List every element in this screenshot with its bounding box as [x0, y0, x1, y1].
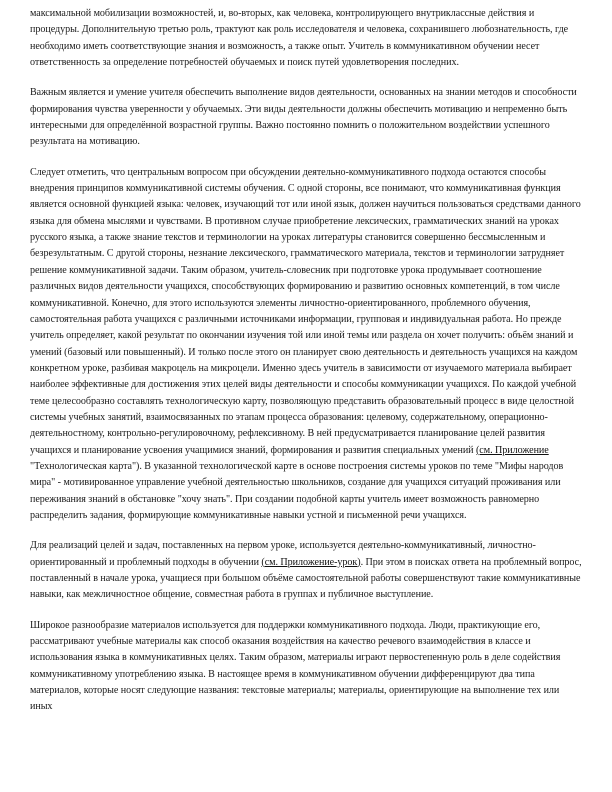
paragraph-5 — [30, 618, 582, 716]
paragraph-3-text-end: "Технологическая карта"). В указанной технологической карте в основе построения системы уроков по теме "Мифы народов мира" - мотивированное управление учебной деятельностью школьников, создание для учащихся ситуаций проживания или переживания знаний в обстановке "хочу знать". При создании подобной карты учитель имеет возможность равномерно распределить задания, формирующие коммуникативные навыки устной и письменной речи учащихся. — [30, 460, 564, 521]
appendix-lesson-link[interactable]: (см. Приложение-урок) — [261, 556, 361, 568]
paragraph-2-text: Важным является и умение учителя обеспечить выполнение видов деятельности, основанных на знании методов и способности формирования чувства уверенности у обучаемых. Эти виды деятельности должны обеспечить мотивацию и непременно быть интересными для определённой возрастной группы. Важно постоянно помнить о положительном воздействии успешного результата на мотивацию. — [30, 87, 577, 148]
paragraph-4 — [30, 538, 582, 603]
paragraph-1-text: максимальной мобилизации возможностей, и, во-вторых, как человека, контролирующего внутриклассные действия и процедуры. Дополнительную третью роль, трактуют как роль исследователя и человека, сохранившего любознательность, где необходимо иметь соответствующие знания и возможность, а также опыт. Учитель в коммуникативном обучении несет ответственность за определение потребностей обучаемых и поиск путей удовлетворения последних. — [30, 8, 569, 69]
paragraph-1 — [30, 6, 582, 71]
paragraph-2 — [30, 85, 582, 150]
paragraph-4-text-start: Для реализаций целей и задач, поставленных на первом уроке, используется деятельно-коммуникативный, личностно-ориентированный и проблемный подходы в обучении — [30, 540, 536, 568]
paragraph-4-text-end: . При этом в поисках ответа на проблемный вопрос, поставленный в начале урока, учащиеся при большом объёме самостоятельной работы совершенствуют такие коммуникативные навыки, как межличностное общение, совместная работа в группах и публичное выступление. — [30, 556, 582, 601]
paragraph-3-text-start: Следует отметить, что центральным вопросом при обсуждении деятельно-коммуникативного подхода остаются способы внедрения принципов коммуникативной системы обучения. С одной стороны, все понимают, что коммуникативная функция является основной функцией языка: человек, изучающий тот или иной язык, должен научиться пользоваться средствами данного языка для обмена мыслями и чувствами. В противном случае приобретение лексических, грамматических знаний на уроках русского языка, а также знание текстов и терминологии на уроках литературы становится совершенно бессмысленным и безрезультатным. С другой стороны, незнание лексического, грамматического материала, текстов и терминологии затрудняет решение коммуникативной задачи. Таким образом, учитель-словесник при подготовке урока продумывает соотношение различных видов деятельности учащихся, способствующих формированию и развитию основных компетенций, в том числе коммуникативной. Конечно, для этого используются элементы личностно-ориентированного, проблемного обучения, самостоятельная работа учащихся с различными источниками информации, групповая и индивидуальная работа. Но прежде учитель определяет, какой результат по окончании изучения той или иной темы или раздела он хочет получить: объём знаний и умений (базовый или повышенный). И только после этого он планирует свою деятельность и деятельность учащихся на каждом конкретном уроке, разбивая макроцель на микроцели. Именно здесь учитель в зависимости от изучаемого материала выбирает наиболее эффективные для достижения этих целей виды деятельности и способы коммуникации учащихся. По каждой учебной теме целесообразно составлять технологическую карту, позволяющую представить образовательный процесс в виде целостной системы учебных занятий, взаимосвязанных по этапам процесса образования: целевому, содержательному, операционно-деятельностному, контрольно-регулировочному, рефлексивному. В ней предусматривается планирование целей развития учащихся и планирование усвоения учащимися знаний, формирования и развития специальных умений — [30, 166, 581, 456]
paragraph-3 — [30, 165, 582, 525]
appendix-tech-card-link[interactable]: (см. Приложение — [476, 444, 549, 456]
paragraph-5-text: Широкое разнообразие материалов используется для поддержки коммуникативного подхода. Люди, практикующие его, рассматривают учебные материалы как способ оказания воздействия на качество речевого взаимодействия в классе и использования языка в коммуникативных целях. Таким образом, материалы играют первостепенную роль в деле содействия коммуникативному употреблению языка. В настоящее время в коммуникативном обучении дифференцируют два типа материалов, которые носят следующие названия: текстовые материалы; материалы, ориентирующие на выполнение тех или иных — [30, 619, 561, 713]
